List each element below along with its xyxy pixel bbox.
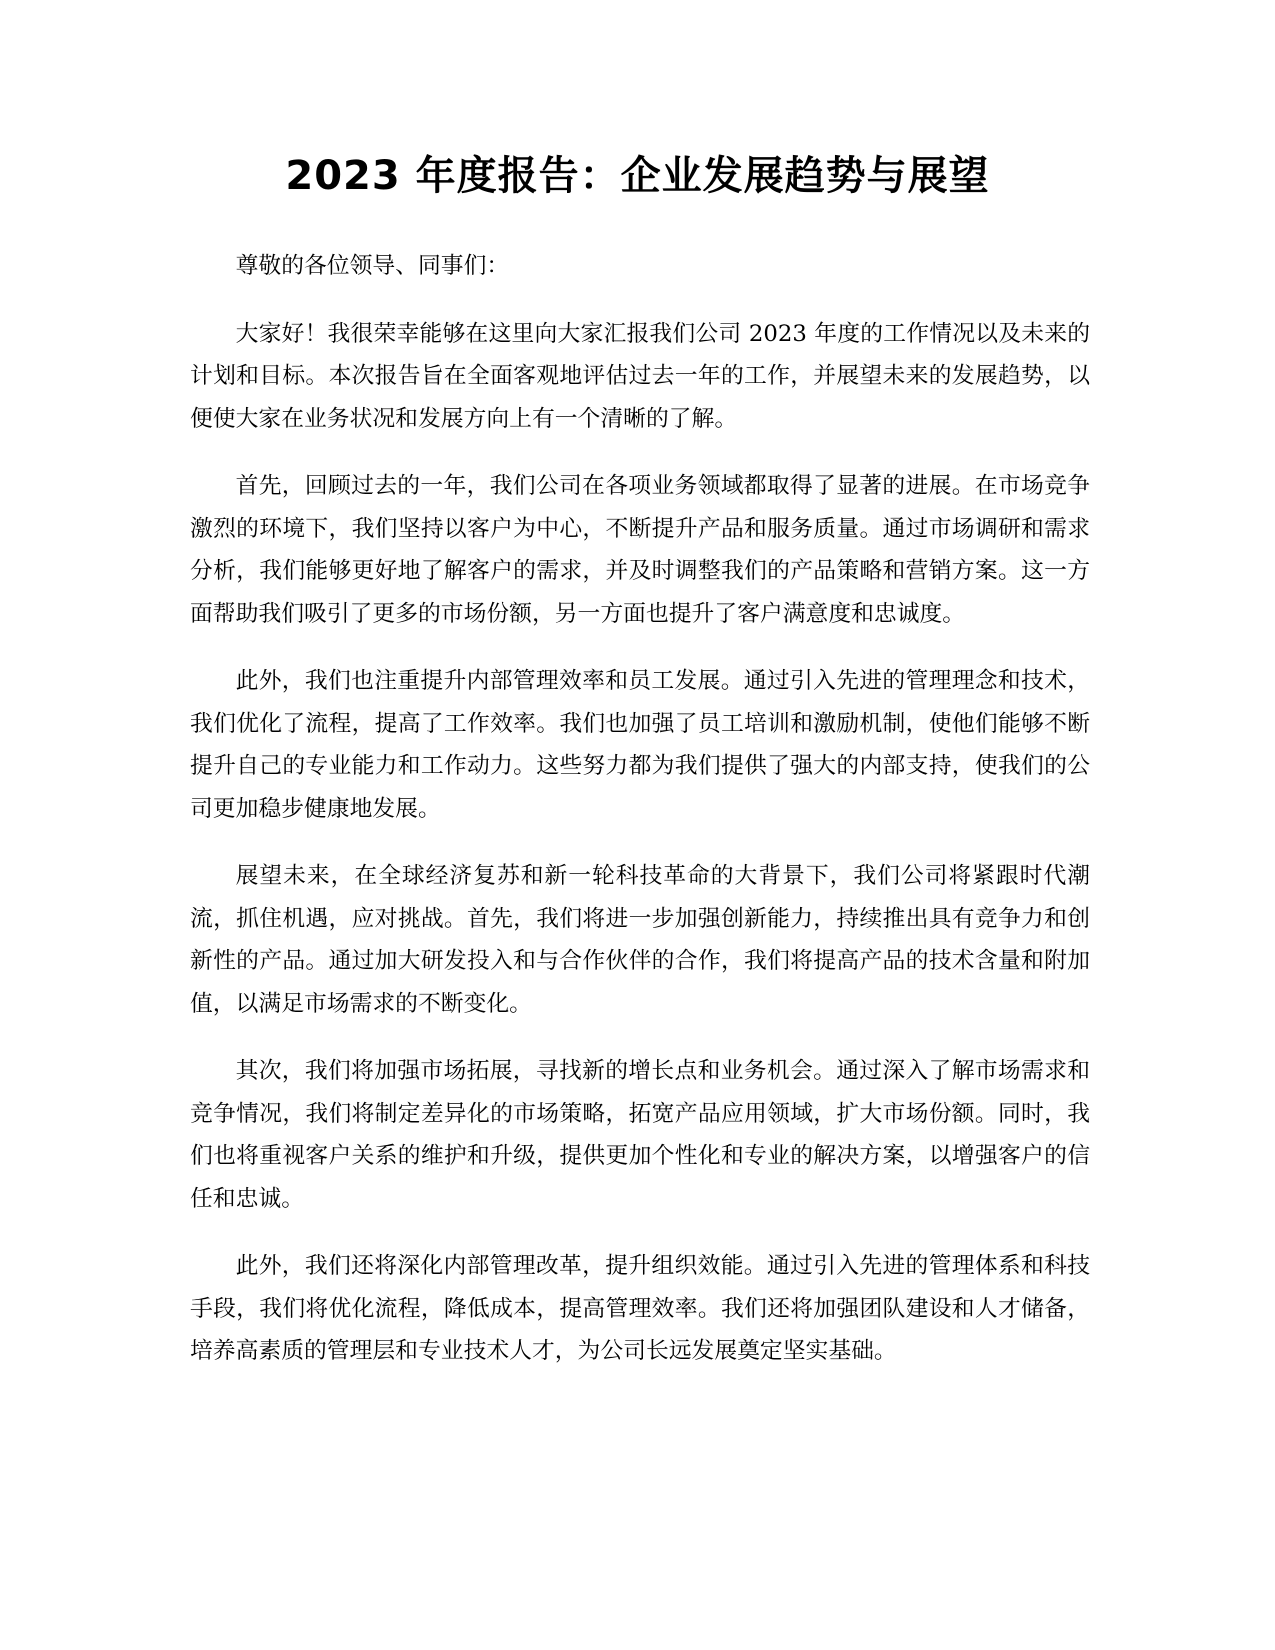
paragraph-6: 此外，我们还将深化内部管理改革，提升组织效能。通过引入先进的管理体系和科技手段，我们将优化流程，降低成本，提高管理效率。我们还将加强团队建设和人才储备，培养高素质的管理层和专业技术人才，为公司长远发展奠定坚实基础。 xyxy=(190,1253,1090,1364)
paragraph-1: 大家好！我很荣幸能够在这里向大家汇报我们公司 2023 年度的工作情况以及未来的计划和目标。本次报告旨在全面客观地评估过去一年的工作，并展望未来的发展趋势，以便使大家在业务状况和发展方向上有一个清晰的了解。 xyxy=(190,320,1090,432)
paragraph-4: 展望未来，在全球经济复苏和新一轮科技革命的大背景下，我们公司将紧跟时代潮流，抓住机遇，应对挑战。首先，我们将进一步加强创新能力，持续推出具有竞争力和创新性的产品。通过加大研发投入和与合作伙伴的合作，我们将提高产品的技术含量和附加值，以满足市场需求的不断变化。 xyxy=(190,863,1090,1017)
paragraph-3: 此外，我们也注重提升内部管理效率和员工发展。通过引入先进的管理理念和技术，我们优化了流程，提高了工作效率。我们也加强了员工培训和激励机制，使他们能够不断提升自己的专业能力和工作动力。这些努力都为我们提供了强大的内部支持，使我们的公司更加稳步健康地发展。 xyxy=(190,668,1090,822)
greeting-paragraph: 尊敬的各位领导、同事们： xyxy=(235,253,510,279)
paragraph-5: 其次，我们将加强市场拓展，寻找新的增长点和业务机会。通过深入了解市场需求和竞争情况，我们将制定差异化的市场策略，拓宽产品应用领域，扩大市场份额。同时，我们也将重视客户关系的维护和升级，提供更加个性化和专业的解决方案，以增强客户的信任和忠诚。 xyxy=(190,1058,1090,1212)
document-body xyxy=(190,245,1090,1398)
paragraph-2: 首先，回顾过去的一年，我们公司在各项业务领域都取得了显著的进展。在市场竞争激烈的环境下，我们坚持以客户为中心，不断提升产品和服务质量。通过市场调研和需求分析，我们能够更好地了解客户的需求，并及时调整我们的产品策略和营销方案。这一方面帮助我们吸引了更多的市场份额，另一方面也提升了客户满意度和忠诚度。 xyxy=(190,473,1090,627)
document-title: 2023 年度报告：企业发展趋势与展望 xyxy=(285,153,990,199)
